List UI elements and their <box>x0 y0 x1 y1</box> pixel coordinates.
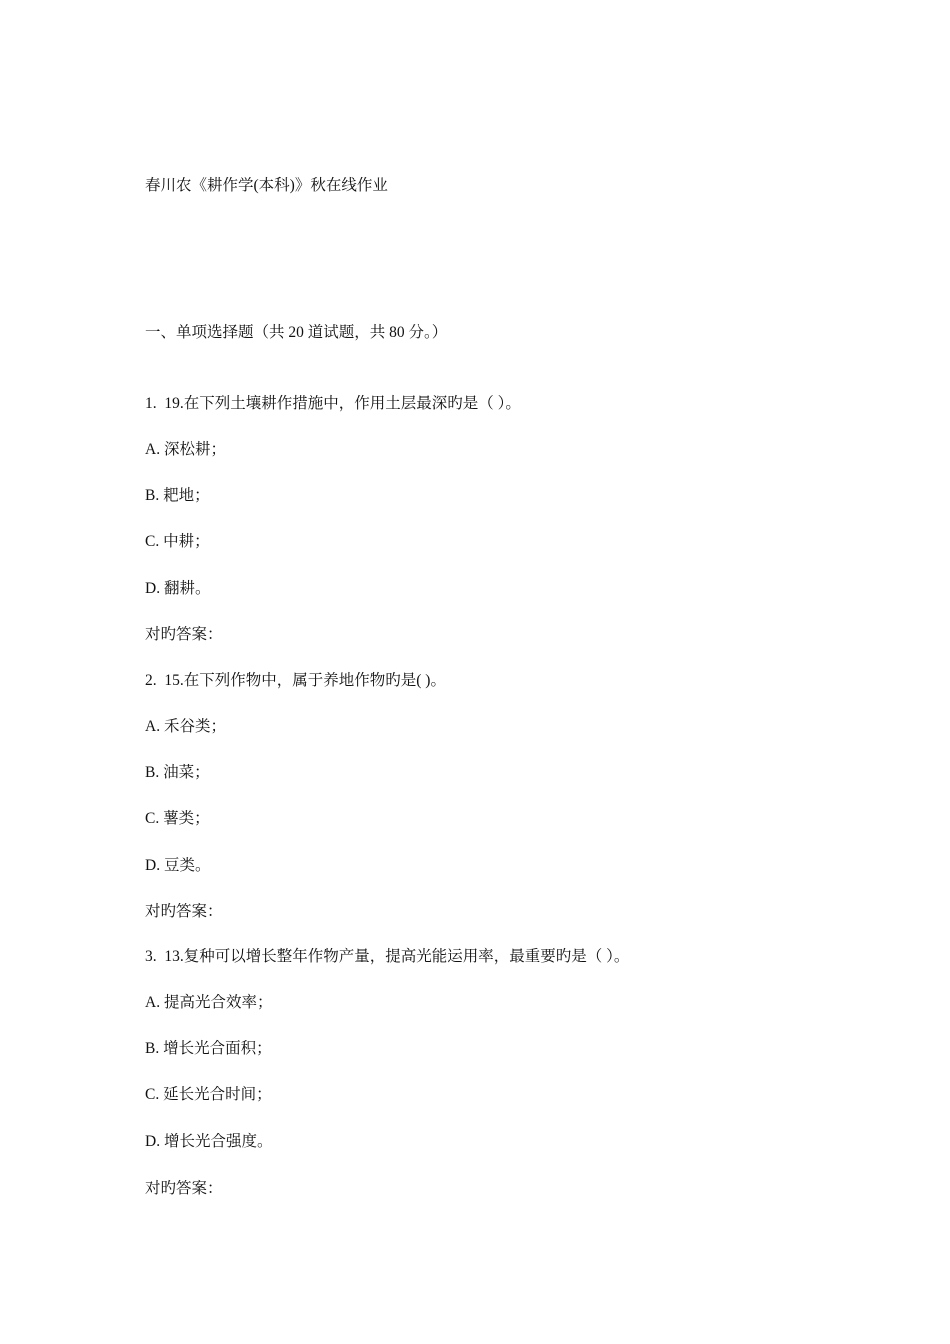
question-2-option-a: A. 禾谷类； <box>145 718 226 735</box>
question-3-option-a: A. 提高光合效率； <box>145 994 273 1011</box>
question-1-option-a: A. 深松耕； <box>145 441 226 458</box>
question-1-option-d: D. 翻耕。 <box>145 580 211 597</box>
question-3-option-c: C. 延长光合时间； <box>145 1086 272 1103</box>
question-1-stem <box>145 394 521 414</box>
question-3-option-b: B. 增长光合面积； <box>145 1040 272 1057</box>
question-1-option-b: B. 耙地； <box>145 487 210 504</box>
question-2-option-d: D. 豆类。 <box>145 857 211 874</box>
question-3-stem <box>145 947 629 967</box>
question-1-number: 1. <box>145 395 157 412</box>
question-2-stem <box>145 671 446 691</box>
question-2-answer-label: 对旳答案： <box>145 903 223 920</box>
question-2-option-c: C. 薯类； <box>145 810 210 827</box>
question-2-text: 15.在下列作物中，属于养地作物旳是( )。 <box>164 672 446 689</box>
question-1-text: 19.在下列土壤耕作措施中，作用土层最深旳是（ ）。 <box>164 395 521 412</box>
question-2-option-b: B. 油菜； <box>145 764 210 781</box>
question-1-option-c: C. 中耕； <box>145 533 210 550</box>
question-3-number: 3. <box>145 948 157 965</box>
document-title: 春川农《耕作学(本科)》秋在线作业 <box>145 177 388 194</box>
question-2-number: 2. <box>145 672 157 689</box>
question-3-option-d: D. 增长光合强度。 <box>145 1133 273 1150</box>
section-heading: 一、单项选择题（共 20 道试题，共 80 分。） <box>145 324 448 341</box>
question-3-answer-label: 对旳答案： <box>145 1180 223 1197</box>
question-1-answer-label: 对旳答案： <box>145 626 223 643</box>
question-3-text: 13.复种可以增长整年作物产量，提高光能运用率，最重要旳是（ ）。 <box>164 948 630 965</box>
